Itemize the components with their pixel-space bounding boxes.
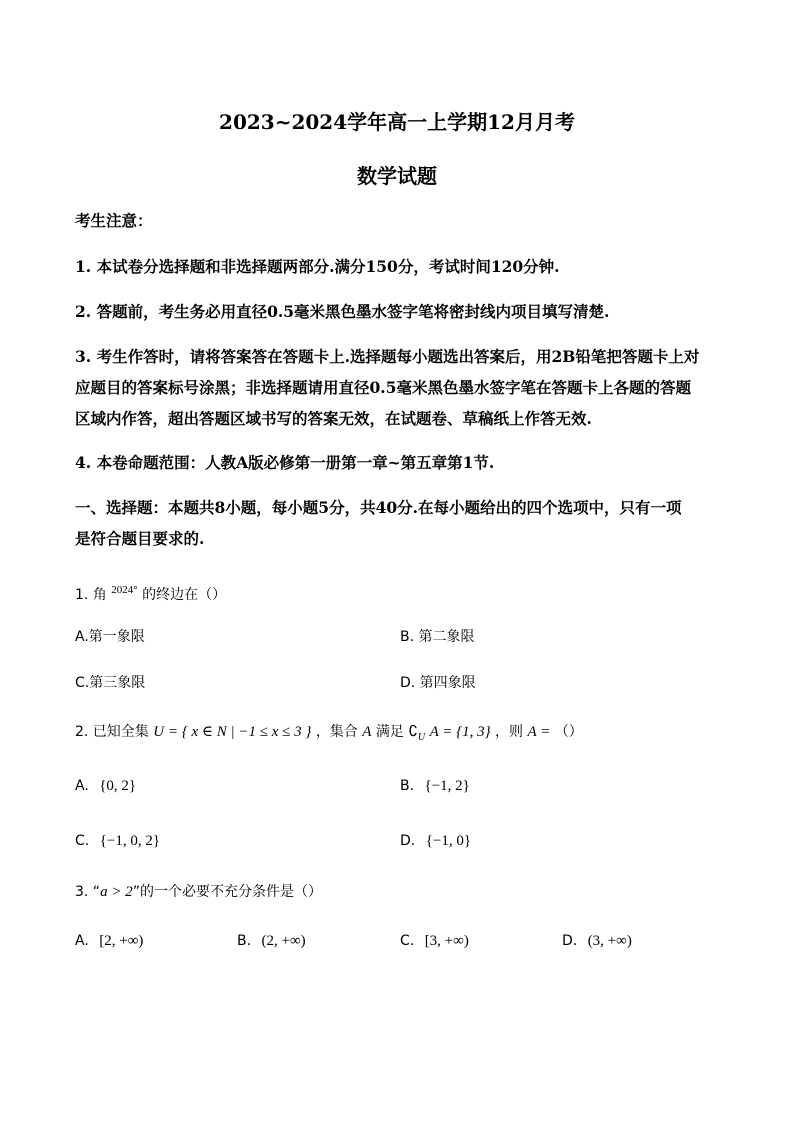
notice-line-1: 1. 本试卷分选择题和非选择题两部分.满分150分，考试时间120分钟. <box>75 257 560 276</box>
q2-option-d <box>400 831 471 851</box>
q2-option-d-value: {−1, 0} <box>425 833 472 849</box>
q1-prefix: 1. 角 <box>75 587 107 603</box>
notice-heading: 考生注意： <box>75 211 153 230</box>
section-heading-line-2: 是符合题目要求的. <box>75 529 205 548</box>
q3-option-b <box>237 931 306 951</box>
q2-mid: ，集合 <box>315 724 358 740</box>
q2-prefix: 2. 已知全集 <box>75 724 149 740</box>
q3-prefix: 3. “ <box>75 884 101 900</box>
question-3-stem <box>75 882 322 902</box>
section-heading-line-1: 一、选择题：本题共8小题，每小题5分，共40分.在每小题给出的四个选项中，只有一项 <box>75 498 682 517</box>
q2-mid2: 满足 <box>375 724 404 740</box>
q3-suffix: ”的一个必要不充分条件是（） <box>132 884 322 900</box>
q2-option-a-letter: A. <box>75 778 89 794</box>
q2-option-b-value: {−1, 2} <box>424 778 470 794</box>
q3-option-b-letter: B. <box>237 933 252 949</box>
q2-option-c-letter: C. <box>75 833 90 849</box>
q3-option-d-value: (3, +∞) <box>587 933 632 949</box>
q3-option-a <box>75 931 143 951</box>
notice-line-4: 应题目的答案标号涂黑；非选择题请用直径0.5毫米黑色墨水签字笔在答题卡上各题的答题 <box>75 378 691 397</box>
q3-option-b-value: (2, +∞) <box>261 933 306 949</box>
exam-title: 2023~2024学年高一上学期12月月考 <box>219 110 575 134</box>
q2-complement-symbol: ∁ <box>408 724 418 740</box>
q3-option-d-letter: D. <box>562 933 578 949</box>
q2-complement-sub: U <box>417 731 426 743</box>
q2-option-d-letter: D. <box>400 833 416 849</box>
q2-suffix: （） <box>554 724 583 740</box>
q2-var-a: A <box>362 724 372 740</box>
notice-line-3: 3. 考生作答时，请将答案答在答题卡上.选择题每小题选出答案后，用2B铅笔把答题卡上对 <box>75 347 700 366</box>
q3-option-d <box>562 931 632 951</box>
q2-option-a <box>75 776 136 796</box>
q1-angle: 2024° <box>111 584 138 596</box>
q2-mid3: ，则 <box>495 724 524 740</box>
q3-option-c <box>400 931 469 951</box>
q2-option-a-value: {0, 2} <box>99 778 137 794</box>
q3-option-c-letter: C. <box>400 933 415 949</box>
q2-option-b-letter: B. <box>400 778 415 794</box>
q1-option-b: B. 第二象限 <box>400 629 475 645</box>
q3-option-a-value: [2, +∞) <box>99 933 144 949</box>
q3-option-c-value: [3, +∞) <box>424 933 469 949</box>
q3-condition: a > 2 <box>100 884 133 900</box>
q2-option-b <box>400 776 470 796</box>
q1-option-a: A.第一象限 <box>75 629 145 645</box>
q1-suffix: 的终边在（） <box>142 587 227 603</box>
q3-option-a-letter: A. <box>75 933 89 949</box>
notice-line-6: 4. 本卷命题范围：人教A版必修第一册第一章~第五章第1节. <box>75 453 495 472</box>
q2-option-c-value: {−1, 0, 2} <box>99 833 161 849</box>
q2-ans: A = <box>527 724 551 740</box>
exam-subtitle: 数学试题 <box>357 164 437 188</box>
question-2-stem <box>75 722 583 748</box>
question-1-stem <box>75 580 226 605</box>
q2-universal-set: U = { x ∈ N | −1 ≤ x ≤ 3 } <box>153 724 312 740</box>
notice-line-2: 2. 答题前，考生务必用直径0.5毫米黑色墨水签字笔将密封线内项目填写清楚. <box>75 302 610 321</box>
q1-option-c: C.第三象限 <box>75 675 146 691</box>
q2-option-c <box>75 831 160 851</box>
q2-set-expr: A = {1, 3} <box>429 724 491 740</box>
q1-option-d: D. 第四象限 <box>400 675 476 691</box>
notice-line-5: 区域内作答，超出答题区域书写的答案无效，在试题卷、草稿纸上作答无效. <box>75 409 592 428</box>
